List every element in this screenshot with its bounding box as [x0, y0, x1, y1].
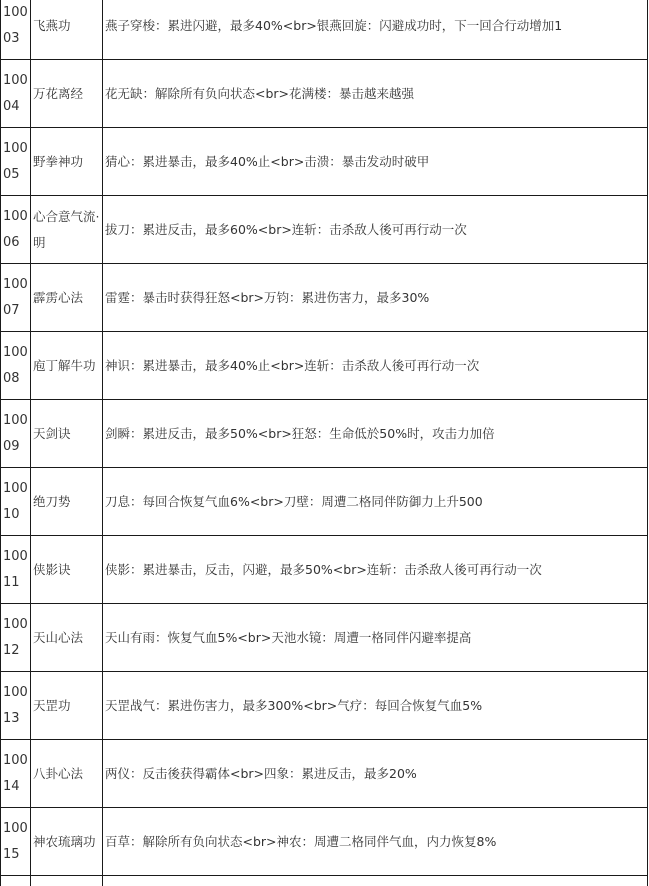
- table-row: [1, 740, 648, 808]
- skill-id-cell: [1, 876, 31, 886]
- skill-table-body: [1, 0, 648, 886]
- skill-name-cell: 飞燕功: [31, 0, 103, 60]
- skill-name-cell: 神农琉璃功: [31, 808, 103, 876]
- skill-desc-cell: 侠影：累进暴击，反击，闪避，最多50%<br>连斩：击杀敌人後可再行动一次: [103, 536, 648, 604]
- skill-name-cell: 天剑诀: [31, 400, 103, 468]
- skill-name-cell: 庖丁解牛功: [31, 332, 103, 400]
- skill-desc-cell: 拔刀：累进反击，最多60%<br>连斩：击杀敌人後可再行动一次: [103, 196, 648, 264]
- table-row: [1, 60, 648, 128]
- skill-id-cell: 10011: [1, 536, 31, 604]
- skill-id-cell: 10009: [1, 400, 31, 468]
- skill-desc-cell: 天山有雨：恢复气血5%<br>天池水镜：周遭一格同伴闪避率提高: [103, 604, 648, 672]
- skill-id-cell: 10015: [1, 808, 31, 876]
- table-row: [1, 604, 648, 672]
- skill-desc-cell: 天罡战气：累进伤害力，最多300%<br>气疗：每回合恢复气血5%: [103, 672, 648, 740]
- table-row: [1, 128, 648, 196]
- skill-desc-cell: 燕子穿梭：累进闪避，最多40%<br>银燕回旋：闪避成功时，下一回合行动增加1: [103, 0, 648, 60]
- table-row: [1, 0, 648, 60]
- skill-desc-cell: 剑瞬：累进反击，最多50%<br>狂怒：生命低於50%时，攻击力加倍: [103, 400, 648, 468]
- skill-id-cell: 10010: [1, 468, 31, 536]
- skill-id-cell: 10008: [1, 332, 31, 400]
- skill-name-cell: 心合意气流·明: [31, 196, 103, 264]
- skill-name-cell: 霹雳心法: [31, 264, 103, 332]
- skill-desc-cell: 猜心：累进暴击，最多40%止<br>击溃：暴击发动时破甲: [103, 128, 648, 196]
- skill-id-cell: 10006: [1, 196, 31, 264]
- table-row: [1, 876, 648, 886]
- table-row: [1, 332, 648, 400]
- table-row: [1, 264, 648, 332]
- skill-desc-cell: 神识：累进暴击，最多40%止<br>连斩：击杀敌人後可再行动一次: [103, 332, 648, 400]
- skill-name-cell: 八卦心法: [31, 740, 103, 808]
- table-row: [1, 468, 648, 536]
- skill-desc-cell: 百草：解除所有负向状态<br>神农：周遭二格同伴气血，内力恢复8%: [103, 808, 648, 876]
- skill-name-cell: 万花离经: [31, 60, 103, 128]
- table-row: [1, 196, 648, 264]
- skill-id-cell: 10012: [1, 604, 31, 672]
- skill-name-cell: 侠影诀: [31, 536, 103, 604]
- skill-desc-cell: 雷霆：暴击时获得狂怒<br>万钧：累进伤害力，最多30%: [103, 264, 648, 332]
- skill-id-cell: 10014: [1, 740, 31, 808]
- skill-desc-cell: [103, 876, 648, 886]
- table-row: [1, 536, 648, 604]
- skill-name-cell: 绝刀势: [31, 468, 103, 536]
- skill-id-cell: 10007: [1, 264, 31, 332]
- skill-desc-cell: 刀息：每回合恢复气血6%<br>刀壁：周遭二格同伴防御力上升500: [103, 468, 648, 536]
- skill-id-cell: 10003: [1, 0, 31, 60]
- table-row: [1, 400, 648, 468]
- skill-name-cell: 野拳神功: [31, 128, 103, 196]
- table-row: [1, 808, 648, 876]
- skill-name-cell: 天山心法: [31, 604, 103, 672]
- skill-id-cell: 10004: [1, 60, 31, 128]
- skill-desc-cell: 两仪：反击後获得霸体<br>四象：累进反击，最多20%: [103, 740, 648, 808]
- skill-id-cell: 10005: [1, 128, 31, 196]
- table-row: [1, 672, 648, 740]
- skill-name-cell: [31, 876, 103, 886]
- skill-id-cell: 10013: [1, 672, 31, 740]
- skill-name-cell: 天罡功: [31, 672, 103, 740]
- skill-desc-cell: 花无缺：解除所有负向状态<br>花满楼：暴击越来越强: [103, 60, 648, 128]
